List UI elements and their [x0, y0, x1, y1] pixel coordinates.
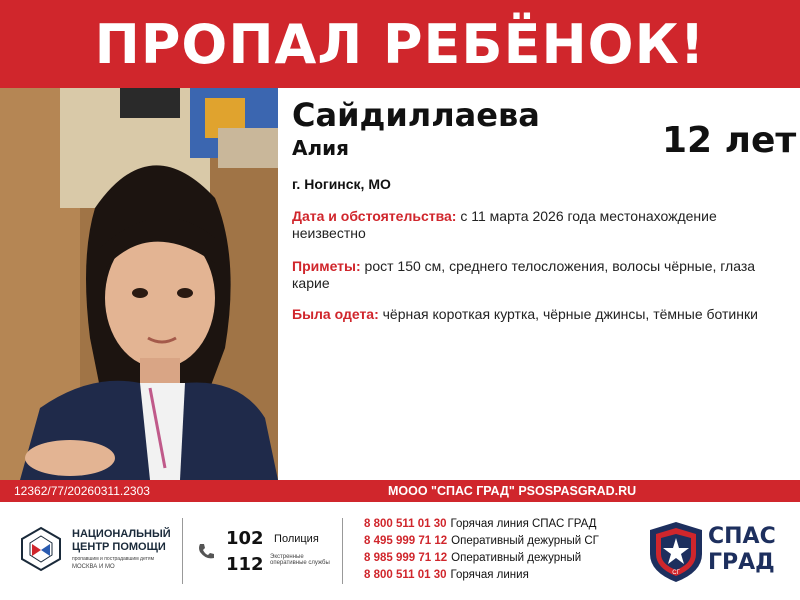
hotline-list [364, 516, 599, 584]
hotline-number: 8 985 999 71 12 [364, 552, 448, 564]
field-value: чёрная короткая куртка, чёрные джинсы, тёмные ботинки [378, 306, 758, 322]
divider [342, 518, 343, 584]
emergency-police [226, 528, 319, 549]
ncp-branding [72, 528, 171, 570]
missing-person-photo [0, 88, 278, 480]
field-appearance [292, 258, 772, 292]
field-label: Была одета: [292, 306, 379, 322]
emergency-number: 102 [226, 528, 264, 549]
hotline-number: 8 495 999 71 12 [364, 535, 448, 547]
hotline-number: 8 800 511 01 30 [364, 518, 447, 530]
ncp-title-line2: ЦЕНТР ПОМОЩИ [72, 541, 166, 553]
emergency-label: Полиция [274, 532, 319, 545]
person-age: 12 лет [662, 120, 797, 161]
spasgrad-shield-icon [646, 520, 706, 584]
phone-icon [196, 542, 216, 562]
page-title: ПРОПАЛ РЕБЁНОК! [94, 12, 706, 76]
footer [0, 502, 800, 600]
ncp-title-line1: НАЦИОНАЛЬНЫЙ [72, 528, 171, 540]
info-bar [0, 480, 800, 502]
hotline-number: 8 800 511 01 30 [364, 569, 447, 581]
hotline-label: Горячая линия СПАС ГРАД [450, 518, 597, 530]
field-label: Дата и обстоятельства: [292, 208, 457, 224]
emergency-general [226, 554, 264, 575]
person-surname: Сайдиллаева [292, 96, 540, 134]
spasgrad-emblem-text: СГ [672, 570, 680, 576]
person-city: г. Ногинск, МО [292, 176, 391, 192]
hotline-item [364, 550, 599, 567]
emergency-services-label: Экстренные оперативные службы [270, 554, 330, 566]
hotline-label: Оперативный дежурный СГ [451, 535, 599, 547]
hotline-label: Оперативный дежурный [451, 552, 582, 564]
case-id: 12362/77/20260311.2303 [14, 484, 150, 498]
hotline-item [364, 516, 599, 533]
field-clothing [292, 306, 772, 323]
field-value: рост 150 см, среднего телосложения, волосы чёрные, глаза карие [292, 258, 756, 291]
field-value: с 11 марта 2026 года местонахождение неизвестно [292, 208, 717, 241]
ncp-region: МОСКВА И МО [72, 564, 115, 570]
ncp-subtitle: пропавшим и пострадавшим детям [72, 556, 155, 562]
field-label: Приметы: [292, 258, 361, 274]
divider [182, 518, 183, 584]
field-circumstances [292, 208, 772, 242]
emergency-number: 112 [226, 554, 264, 575]
spasgrad-line2: ГРАД [708, 550, 775, 575]
hotline-label: Горячая линия [450, 569, 529, 581]
person-first-name: Алия [292, 136, 349, 160]
org-website: МООО "СПАС ГРАД" PSOSPASGRAD.RU [388, 484, 637, 498]
header-banner [0, 0, 800, 88]
hotline-item [364, 567, 599, 584]
spasgrad-line1: СПАС [708, 524, 776, 549]
spasgrad-branding [708, 524, 776, 576]
ncp-logo-icon [18, 526, 64, 572]
hotline-item [364, 533, 599, 550]
